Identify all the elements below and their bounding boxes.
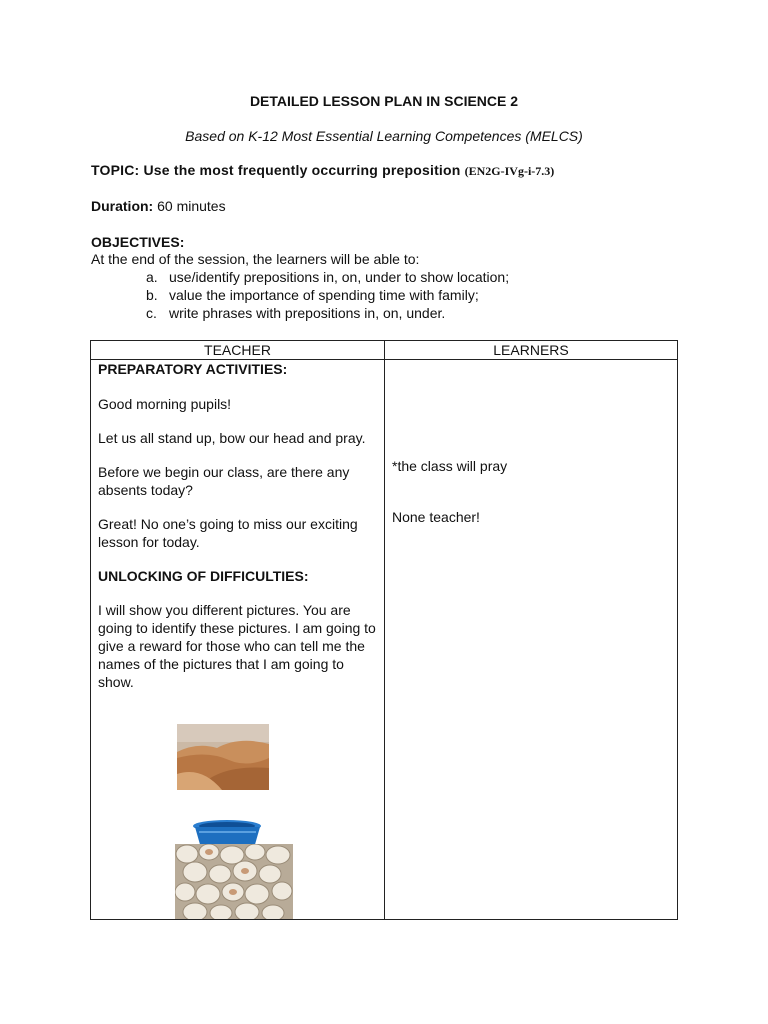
objective-letter: b.: [146, 287, 158, 303]
objective-letter: a.: [146, 269, 158, 285]
teacher-column: [98, 360, 378, 691]
preparatory-heading: PREPARATORY ACTIVITIES:: [98, 361, 288, 377]
teacher-column-header: TEACHER: [204, 342, 271, 358]
objective-text: value the importance of spending time with family;: [169, 287, 479, 303]
objective-letter: c.: [146, 305, 157, 321]
seashells-picture: [175, 844, 293, 919]
picture-instructions: I will show you different pictures. You are going to identify these pictures. I am going to give a reward for those who can tell me the names of the pictures that I am going to show.: [98, 602, 376, 690]
column-divider: [384, 341, 385, 919]
lesson-table: [90, 340, 678, 920]
topic-label: TOPIC: Use the most frequently occurring preposition: [91, 162, 461, 178]
learner-absent-response: None teacher!: [392, 509, 480, 525]
topic-line: [91, 162, 554, 179]
objective-text: write phrases with prepositions in, on, under.: [169, 305, 446, 321]
duration-value: 60 minutes: [157, 198, 226, 214]
duration-line: [91, 198, 226, 214]
objective-item: [146, 304, 509, 322]
objective-item: [146, 286, 509, 304]
objective-item: [146, 268, 509, 286]
unlocking-heading: UNLOCKING OF DIFFICULTIES:: [98, 568, 309, 584]
learner-pray-response: *the class will pray: [392, 458, 508, 474]
document-title: DETAILED LESSON PLAN IN SCIENCE 2: [249, 93, 519, 109]
objectives-list: [146, 268, 509, 322]
duration-label: Duration:: [91, 198, 154, 214]
objectives-heading: OBJECTIVES:: [91, 234, 185, 250]
objectives-intro: At the end of the session, the learners will be able to:: [91, 251, 420, 267]
greeting-text: Good morning pupils!: [98, 396, 232, 412]
desert-picture: [177, 724, 269, 790]
document-subtitle: Based on K-12 Most Essential Learning Competences (MELCS): [185, 128, 583, 144]
learners-column-header: LEARNERS: [493, 342, 569, 358]
pray-instruction: Let us all stand up, bow our head and pray.: [98, 430, 366, 446]
great-remark: Great! No one’s going to miss our exciting lesson for today.: [98, 516, 358, 550]
topic-code: (EN2G-IVg-i-7.3): [464, 164, 555, 178]
absents-question: Before we begin our class, are there any absents today?: [98, 464, 350, 498]
objective-text: use/identify prepositions in, on, under to show location;: [169, 269, 510, 285]
